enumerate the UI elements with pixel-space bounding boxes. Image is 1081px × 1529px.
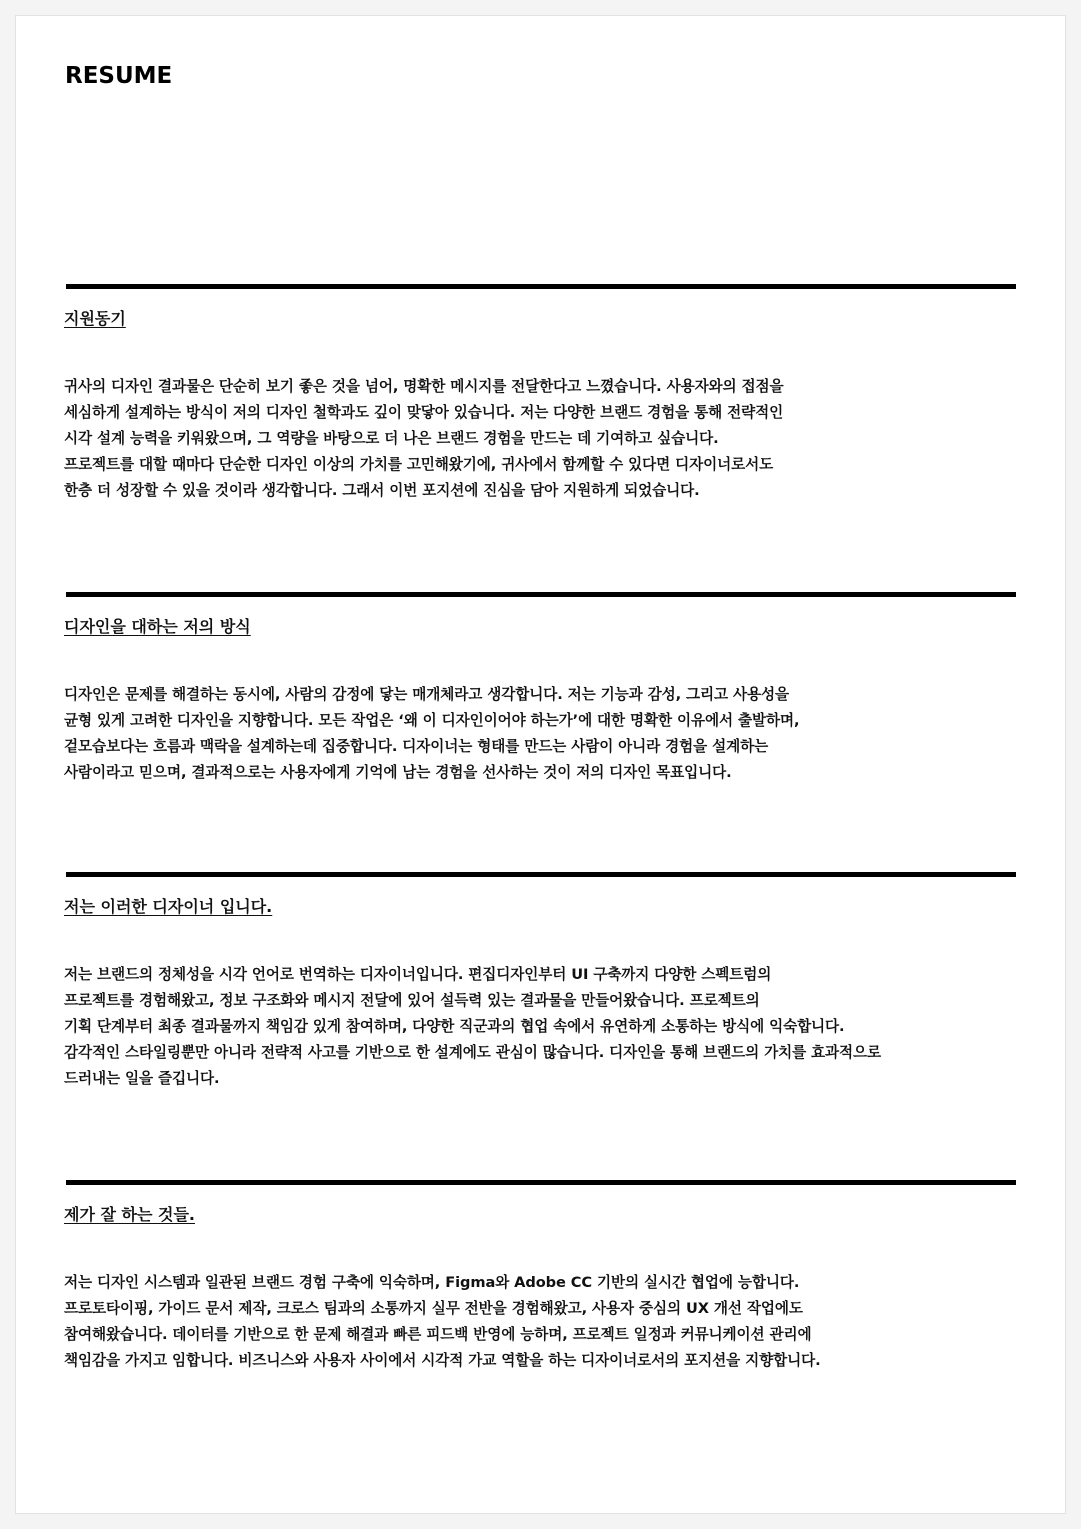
section-divider <box>66 284 1016 289</box>
body-line: 세심하게 설계하는 방식이 저의 디자인 철학과도 깊이 맞닿아 있습니다. 저는 다양한 브랜드 경험을 통해 전략적인 <box>64 404 784 421</box>
body-line: 겉모습보다는 흐름과 맥락을 설계하는데 집중합니다. 디자이너는 형태를 만드는 사람이 아니라 경험을 설계하는 <box>64 738 769 755</box>
section-body <box>64 962 1024 1092</box>
body-line: 귀사의 디자인 결과물은 단순히 보기 좋은 것을 넘어, 명확한 메시지를 전달한다고 느꼈습니다. 사용자와의 접점을 <box>64 378 784 395</box>
body-line: 시각 설계 능력을 키워왔으며, 그 역량을 바탕으로 더 나은 브랜드 경험을 만드는 데 기여하고 싶습니다. <box>64 430 719 447</box>
body-line: 프로젝트를 대할 때마다 단순한 디자인 이상의 가치를 고민해왔기에, 귀사에서 함께할 수 있다면 디자이너로서도 <box>64 456 774 473</box>
section-body <box>64 1270 1024 1374</box>
document-title: RESUME <box>65 63 173 89</box>
body-line: 참여해왔습니다. 데이터를 기반으로 한 문제 해결과 빠른 피드백 반영에 능하며, 프로젝트 일정과 커뮤니케이션 관리에 <box>64 1326 812 1343</box>
section-heading: 디자인을 대하는 저의 방식 <box>64 617 251 636</box>
body-line: 균형 있게 고려한 디자인을 지향합니다. 모든 작업은 ‘왜 이 디자인이어야 하는가’에 대한 명확한 이유에서 출발하며, <box>64 712 800 729</box>
section-body <box>64 374 1024 504</box>
body-line: 저는 브랜드의 정체성을 시각 언어로 번역하는 디자이너입니다. 편집디자인부터 UI 구축까지 다양한 스펙트럼의 <box>64 966 772 983</box>
body-line: 프로토타이핑, 가이드 문서 제작, 크로스 팀과의 소통까지 실무 전반을 경험해왔고, 사용자 중심의 UX 개선 작업에도 <box>64 1300 803 1317</box>
body-line: 한층 더 성장할 수 있을 것이라 생각합니다. 그래서 이번 포지션에 진심을 담아 지원하게 되었습니다. <box>64 482 700 499</box>
body-line: 드러내는 일을 즐깁니다. <box>64 1070 220 1087</box>
section-heading: 지원동기 <box>64 309 126 328</box>
body-line: 프로젝트를 경험해왔고, 정보 구조화와 메시지 전달에 있어 설득력 있는 결과물을 만들어왔습니다. 프로젝트의 <box>64 992 760 1009</box>
body-line: 기획 단계부터 최종 결과물까지 책임감 있게 참여하며, 다양한 직군과의 협업 속에서 유연하게 소통하는 방식에 익숙합니다. <box>64 1018 845 1035</box>
body-line: 디자인은 문제를 해결하는 동시에, 사람의 감정에 닿는 매개체라고 생각합니다. 저는 기능과 감성, 그리고 사용성을 <box>64 686 789 703</box>
section-heading: 제가 잘 하는 것들. <box>64 1205 195 1224</box>
body-line: 감각적인 스타일링뿐만 아니라 전략적 사고를 기반으로 한 설계에도 관심이 많습니다. 디자인을 통해 브랜드의 가치를 효과적으로 <box>64 1044 882 1061</box>
body-line: 책임감을 가지고 임합니다. 비즈니스와 사용자 사이에서 시각적 가교 역할을 하는 디자이너로서의 포지션을 지향합니다. <box>64 1352 821 1369</box>
section-body <box>64 682 1024 786</box>
body-line: 저는 디자인 시스템과 일관된 브랜드 경험 구축에 익숙하며, Figma와 Adobe CC 기반의 실시간 협업에 능합니다. <box>64 1274 800 1291</box>
section-divider <box>66 1180 1016 1185</box>
section-divider <box>66 872 1016 877</box>
section-heading: 저는 이러한 디자이너 입니다. <box>64 897 273 916</box>
section-divider <box>66 592 1016 597</box>
resume-page <box>15 15 1066 1514</box>
body-line: 사람이라고 믿으며, 결과적으로는 사용자에게 기억에 남는 경험을 선사하는 것이 저의 디자인 목표입니다. <box>64 764 732 781</box>
